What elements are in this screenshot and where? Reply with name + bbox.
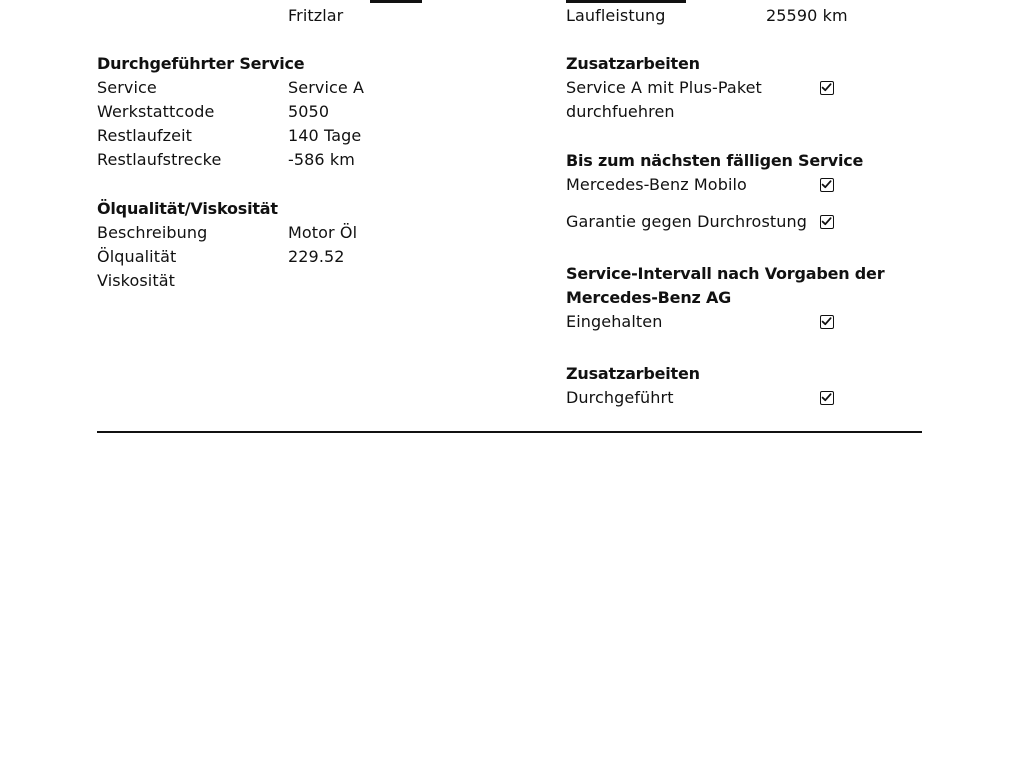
cropped-text-fragment — [566, 0, 686, 3]
additional-work-2-checkbox — [820, 391, 834, 405]
additional-work-2-label: Durchgeführt — [566, 388, 674, 407]
additional-work-checkbox — [820, 81, 834, 95]
interval-kept-label: Eingehalten — [566, 312, 663, 331]
additional-work-line-2: durchfuehren — [566, 102, 675, 121]
mobilo-label: Mercedes-Benz Mobilo — [566, 175, 747, 194]
oil-description-label: Beschreibung — [97, 223, 208, 242]
additional-work-heading: Zusatzarbeiten — [566, 54, 700, 73]
check-icon — [821, 392, 832, 403]
next-service-heading: Bis zum nächsten fälligen Service — [566, 151, 864, 170]
oil-heading: Ölqualität/Viskosität — [97, 199, 278, 218]
additional-work-2-heading: Zusatzarbeiten — [566, 364, 700, 383]
remaining-distance-label: Restlaufstrecke — [97, 150, 222, 169]
interval-heading-line-1: Service-Intervall nach Vorgaben der — [566, 264, 885, 283]
location-value: Fritzlar — [288, 6, 344, 25]
oil-quality-label: Ölqualität — [97, 247, 177, 266]
check-icon — [821, 82, 832, 93]
cropped-text-fragment — [370, 0, 422, 3]
oil-description-value: Motor Öl — [288, 223, 358, 242]
service-value: Service A — [288, 78, 365, 97]
performed-service-heading: Durchgeführter Service — [97, 54, 305, 73]
mileage-value: 25590 km — [766, 6, 848, 25]
workshop-code-label: Werkstattcode — [97, 102, 215, 121]
additional-work-line-1: Service A mit Plus-Paket — [566, 78, 762, 97]
mileage-label: Laufleistung — [566, 6, 666, 25]
rust-warranty-checkbox — [820, 215, 834, 229]
remaining-time-value: 140 Tage — [288, 126, 362, 145]
interval-kept-checkbox — [820, 315, 834, 329]
mobilo-checkbox — [820, 178, 834, 192]
oil-quality-value: 229.52 — [288, 247, 345, 266]
section-divider — [97, 431, 922, 433]
service-label: Service — [97, 78, 157, 97]
check-icon — [821, 316, 832, 327]
workshop-code-value: 5050 — [288, 102, 330, 121]
rust-warranty-label: Garantie gegen Durchrostung — [566, 212, 807, 231]
check-icon — [821, 216, 832, 227]
check-icon — [821, 179, 832, 190]
viscosity-label: Viskosität — [97, 271, 175, 290]
remaining-time-label: Restlaufzeit — [97, 126, 193, 145]
interval-heading-line-2: Mercedes-Benz AG — [566, 288, 732, 307]
remaining-distance-value: -586 km — [288, 150, 355, 169]
